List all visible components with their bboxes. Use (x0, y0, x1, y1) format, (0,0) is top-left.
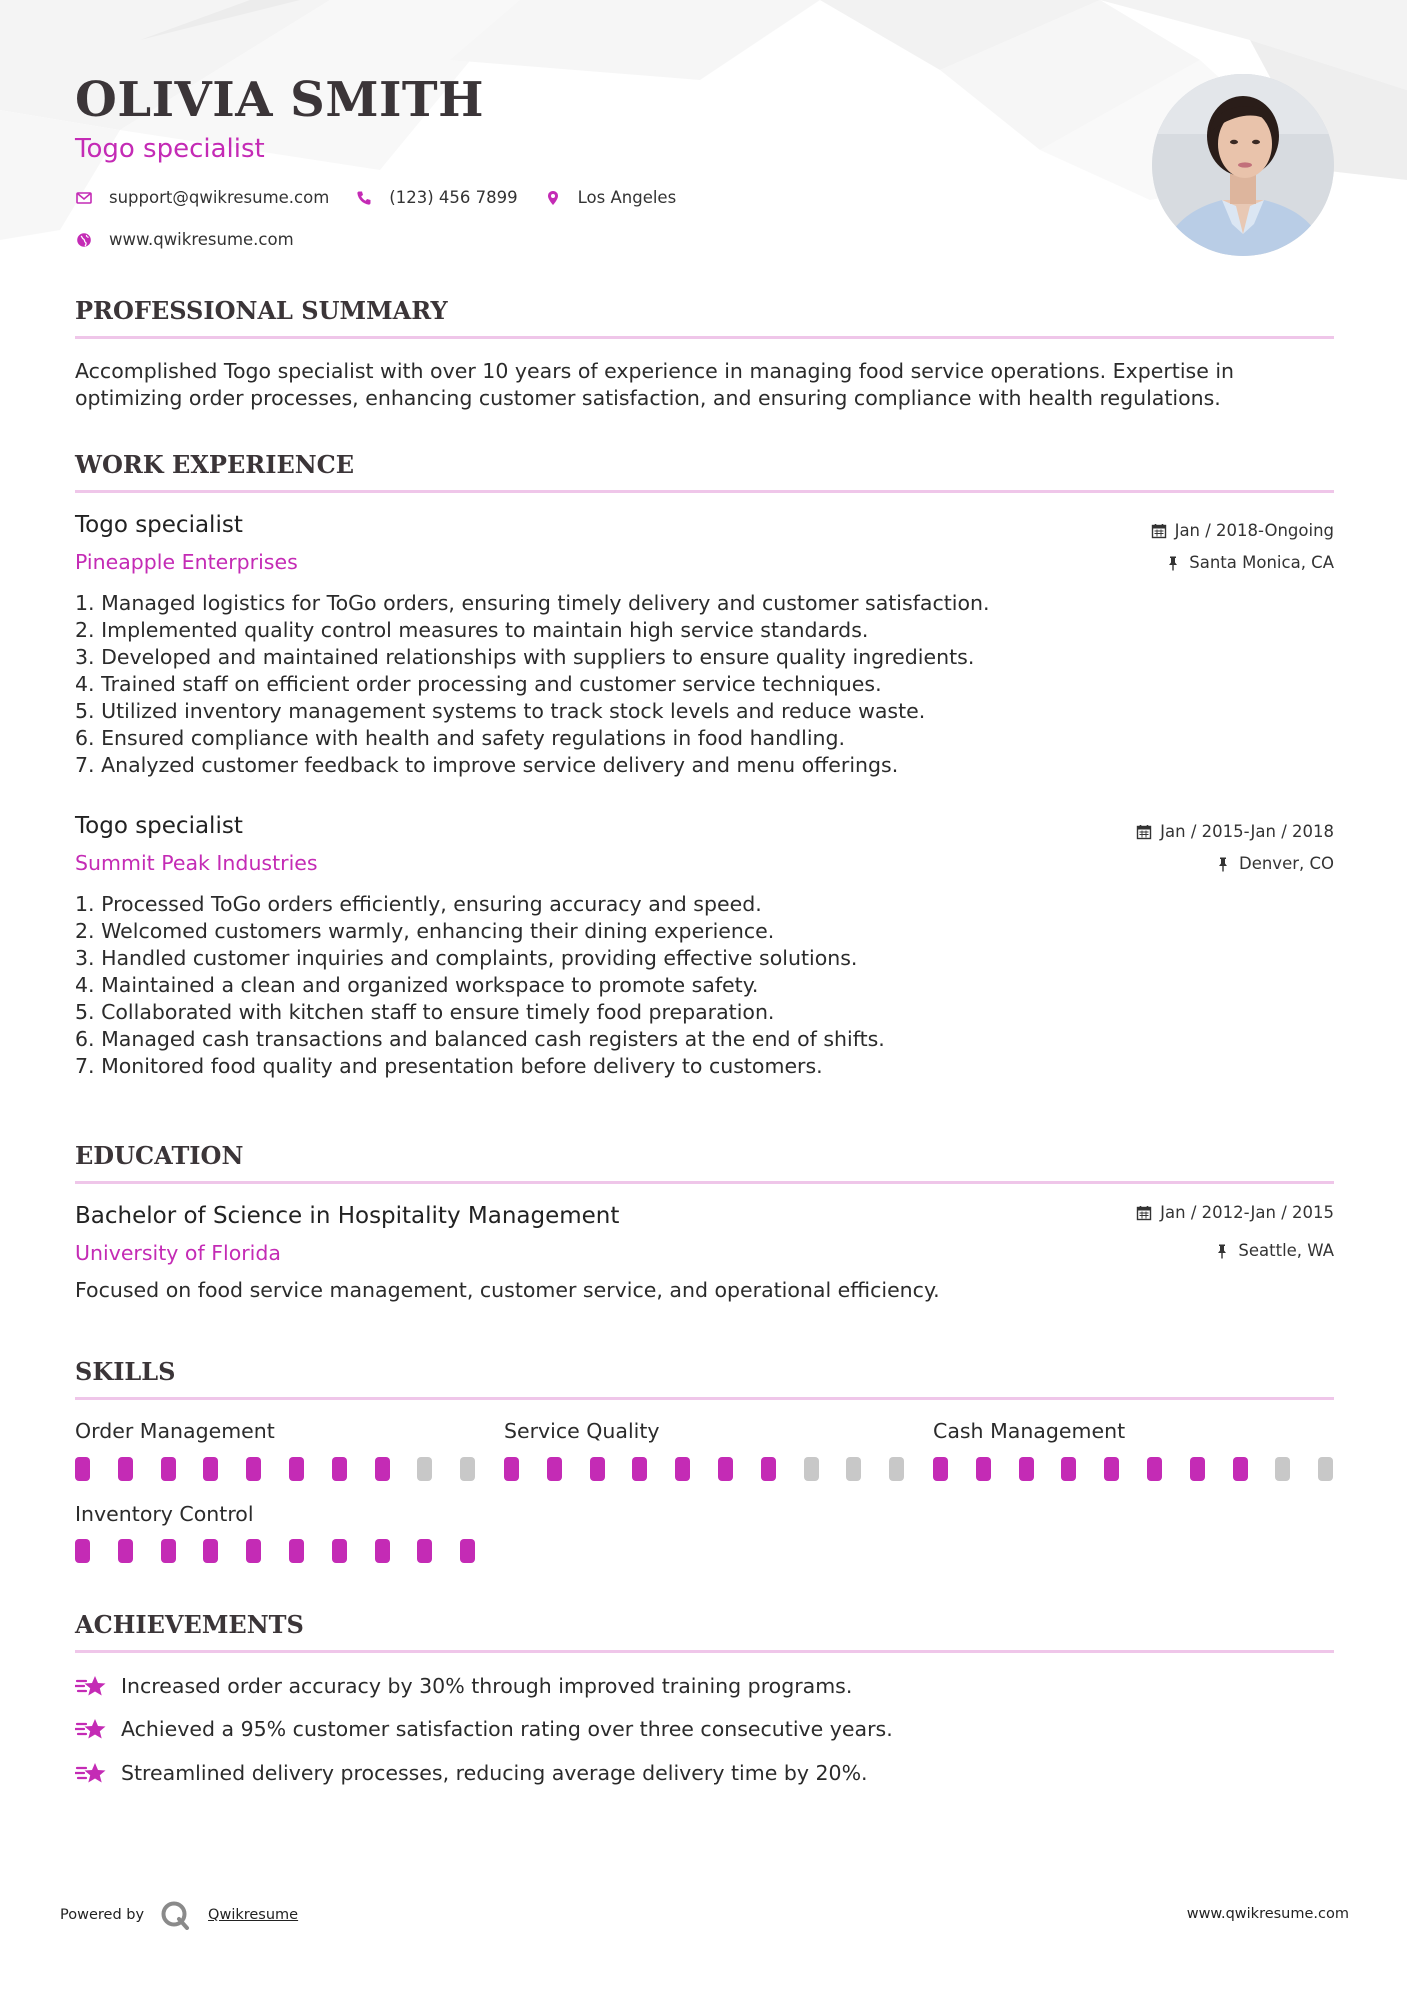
company-name: Summit Peak Industries (75, 851, 318, 875)
achievements-divider (75, 1650, 1334, 1653)
job-title: Togo specialist (75, 512, 243, 538)
experience-heading: WORK EXPERIENCE (75, 450, 355, 479)
pushpin-icon (1215, 856, 1231, 872)
job-location (1165, 553, 1334, 572)
skill-segment-filled (718, 1457, 733, 1481)
skill-segment-filled (246, 1457, 261, 1481)
skill-segment-filled (1104, 1457, 1119, 1481)
website-item[interactable] (75, 230, 294, 249)
job-dates-text: Jan / 2018-Ongoing (1174, 521, 1334, 540)
list-item: 1. Managed logistics for ToGo orders, ensuring timely delivery and customer satisfaction. (75, 591, 990, 615)
map-pin-icon (544, 189, 562, 207)
skill-segment-filled (675, 1457, 690, 1481)
skill-label: Order Management (75, 1419, 275, 1443)
footer-website-link[interactable]: www.qwikresume.com (1186, 1906, 1349, 1922)
skill-segment-filled (332, 1539, 347, 1563)
phone-text: (123) 456 7899 (389, 188, 518, 207)
job-dates (1151, 521, 1334, 540)
email-item[interactable] (75, 188, 329, 207)
list-item: 3. Developed and maintained relationships with suppliers to ensure quality ingredients. (75, 645, 975, 669)
skill-segment-empty (804, 1457, 819, 1481)
list-item: 5. Utilized inventory management systems to track stock levels and reduce waste. (75, 699, 926, 723)
list-item: 3. Handled customer inquiries and complaints, providing effective solutions. (75, 946, 858, 970)
summary-line-1: Accomplished Togo specialist with over 10 years of experience in managing food service operations. Expertise in (75, 359, 1235, 383)
job-location-text: Santa Monica, CA (1189, 553, 1334, 572)
education-location (1214, 1241, 1334, 1260)
qwikresume-logo-icon (160, 1900, 190, 1930)
skill-rating (75, 1539, 503, 1563)
skill-segment-filled (289, 1539, 304, 1563)
skill-segment-filled (1061, 1457, 1076, 1481)
contact-row (75, 188, 702, 207)
skill-segment-filled (460, 1539, 475, 1563)
skill-rating (933, 1457, 1361, 1481)
job-location (1215, 854, 1334, 873)
skills-divider (75, 1397, 1334, 1400)
skill-segment-filled (161, 1457, 176, 1481)
skill-segment-filled (332, 1457, 347, 1481)
list-item: 2. Implemented quality control measures to maintain high service standards. (75, 618, 869, 642)
achievement-text: Streamlined delivery processes, reducing average delivery time by 20%. (121, 1761, 868, 1785)
job-title: Togo specialist (75, 813, 243, 839)
skill-segment-filled (1190, 1457, 1205, 1481)
website-text: www.qwikresume.com (109, 230, 294, 249)
skill-segment-filled (203, 1457, 218, 1481)
degree-title: Bachelor of Science in Hospitality Management (75, 1203, 620, 1229)
contact-row-web (75, 230, 320, 249)
skill-segment-filled (375, 1539, 390, 1563)
education-divider (75, 1181, 1334, 1184)
education-description: Focused on food service management, customer service, and operational efficiency. (75, 1278, 940, 1302)
skill-segment-filled (632, 1457, 647, 1481)
skill-label: Cash Management (933, 1419, 1126, 1443)
skill-segment-filled (1147, 1457, 1162, 1481)
skill-segment-empty (1318, 1457, 1333, 1481)
skill-label: Inventory Control (75, 1502, 254, 1526)
job-duties-list (75, 590, 1275, 779)
calendar-icon (1151, 523, 1167, 539)
education-dates-text: Jan / 2012-Jan / 2015 (1160, 1203, 1334, 1222)
skill-segment-filled (289, 1457, 304, 1481)
list-item: 2. Welcomed customers warmly, enhancing their dining experience. (75, 919, 775, 943)
skill-segment-filled (75, 1539, 90, 1563)
skill-segment-filled (976, 1457, 991, 1481)
list-item: 7. Monitored food quality and presentation before delivery to customers. (75, 1054, 823, 1078)
shooting-star-icon (75, 1715, 109, 1743)
skill-segment-filled (203, 1539, 218, 1563)
candidate-name: OLIVIA SMITH (75, 72, 484, 128)
skill-segment-empty (1275, 1457, 1290, 1481)
skill-segment-filled (504, 1457, 519, 1481)
experience-divider (75, 490, 1334, 493)
list-item: 4. Maintained a clean and organized workspace to promote safety. (75, 973, 759, 997)
education-heading: EDUCATION (75, 1141, 244, 1170)
summary-text (75, 358, 1335, 412)
powered-by-text: Powered by (60, 1907, 145, 1923)
achievements-heading: ACHIEVEMENTS (75, 1610, 304, 1639)
summary-divider (75, 336, 1334, 339)
shooting-star-icon (75, 1759, 109, 1787)
education-location-text: Seattle, WA (1238, 1241, 1334, 1260)
skill-segment-filled (161, 1539, 176, 1563)
list-item: 6. Managed cash transactions and balanced cash registers at the end of shifts. (75, 1027, 885, 1051)
shooting-star-icon (75, 1672, 109, 1700)
skill-segment-empty (417, 1457, 432, 1481)
skill-rating (504, 1457, 932, 1481)
brand-link[interactable]: Qwikresume (208, 1907, 299, 1923)
achievement-text: Achieved a 95% customer satisfaction rating over three consecutive years. (121, 1717, 893, 1741)
skill-rating (75, 1457, 503, 1481)
skill-segment-filled (933, 1457, 948, 1481)
skill-segment-filled (375, 1457, 390, 1481)
skill-segment-empty (460, 1457, 475, 1481)
skill-label: Service Quality (504, 1419, 660, 1443)
skill-segment-filled (1019, 1457, 1034, 1481)
school-name: University of Florida (75, 1241, 281, 1265)
calendar-icon (1136, 824, 1152, 840)
skill-segment-filled (118, 1539, 133, 1563)
achievement-item (75, 1759, 868, 1787)
skill-segment-empty (889, 1457, 904, 1481)
list-item: 4. Trained staff on efficient order processing and customer service techniques. (75, 672, 882, 696)
calendar-icon (1136, 1205, 1152, 1221)
job-dates-text: Jan / 2015-Jan / 2018 (1160, 822, 1334, 841)
skill-segment-empty (846, 1457, 861, 1481)
job-location-text: Denver, CO (1238, 854, 1334, 873)
skill-segment-filled (761, 1457, 776, 1481)
skill-segment-filled (75, 1457, 90, 1481)
list-item: 7. Analyzed customer feedback to improve service delivery and menu offerings. (75, 753, 899, 777)
envelope-icon (75, 189, 93, 207)
skill-segment-filled (246, 1539, 261, 1563)
skill-segment-filled (590, 1457, 605, 1481)
skill-segment-filled (547, 1457, 562, 1481)
pushpin-icon (1165, 555, 1181, 571)
location-item (544, 188, 677, 207)
candidate-role: Togo specialist (75, 134, 265, 164)
skill-segment-filled (118, 1457, 133, 1481)
list-item: 6. Ensured compliance with health and safety regulations in food handling. (75, 726, 846, 750)
globe-icon (75, 231, 93, 249)
email-text: support@qwikresume.com (109, 188, 330, 207)
profile-photo (1152, 74, 1334, 256)
skill-segment-filled (417, 1539, 432, 1563)
list-item: 5. Collaborated with kitchen staff to ensure timely food preparation. (75, 1000, 775, 1024)
achievement-text: Increased order accuracy by 30% through improved training programs. (121, 1674, 853, 1698)
company-name: Pineapple Enterprises (75, 550, 298, 574)
education-dates (1136, 1203, 1334, 1222)
skill-segment-filled (1233, 1457, 1248, 1481)
summary-line-2: optimizing order processes, enhancing customer satisfaction, and ensuring compliance with health regulations. (75, 386, 1221, 410)
job-duties-list (75, 891, 1275, 1080)
summary-heading: PROFESSIONAL SUMMARY (75, 296, 448, 325)
achievement-item (75, 1672, 852, 1700)
phone-item[interactable] (355, 188, 517, 207)
footer-powered-by (60, 1900, 298, 1930)
location-text: Los Angeles (577, 188, 677, 207)
pushpin-icon (1214, 1243, 1230, 1259)
job-dates (1136, 822, 1334, 841)
skills-heading: SKILLS (75, 1357, 176, 1386)
achievement-item (75, 1715, 893, 1743)
phone-icon (355, 189, 373, 207)
list-item: 1. Processed ToGo orders efficiently, ensuring accuracy and speed. (75, 892, 762, 916)
